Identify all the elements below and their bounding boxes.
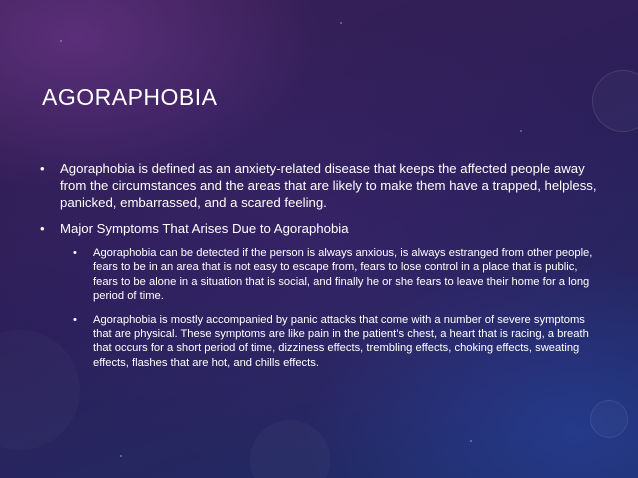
sparkle-decoration bbox=[60, 40, 62, 42]
bullet-icon: • bbox=[73, 247, 77, 259]
sparkle-decoration bbox=[120, 455, 122, 457]
sub-bullet-text: Agoraphobia can be detected if the person is always anxious, is always estranged from other people, fears to be in an area that is not easy to escape from, fears to lose control in a place that is public, fears to be alone in a situation that is social, and finally he or she fears to leave their home for a long period of time. bbox=[93, 247, 593, 303]
sub-bullet-item bbox=[40, 313, 600, 371]
sub-bullet-text: Agoraphobia is mostly accompanied by panic attacks that come with a number of severe symptoms that are physical. These symptoms are like pain in the patient’s chest, a heart that is racing, a breath that occurs for a short period of time, dizziness effects, trembling effects, choking effects, sweating effects, flashes that are hot, and chills effects. bbox=[93, 313, 589, 369]
bokeh-circle-decoration bbox=[250, 420, 330, 478]
bokeh-circle-decoration bbox=[592, 70, 638, 132]
bullet-text: Agoraphobia is defined as an anxiety-related disease that keeps the affected people away from the circumstances and the areas that are likely to make them have a trapped, helpless, panicked, embarrassed, and a scared feeling. bbox=[60, 161, 597, 210]
sparkle-decoration bbox=[470, 440, 472, 442]
slide-content bbox=[40, 160, 600, 379]
sub-bullet-item bbox=[40, 246, 600, 304]
bullet-icon: • bbox=[40, 221, 45, 236]
bullet-icon: • bbox=[40, 161, 45, 176]
bullet-text: Major Symptoms That Arises Due to Agoraphobia bbox=[60, 221, 349, 236]
sparkle-decoration bbox=[520, 130, 522, 132]
bullet-item bbox=[40, 160, 600, 211]
slide-title: AGORAPHOBIA bbox=[42, 84, 218, 110]
bullet-item bbox=[40, 220, 600, 237]
bullet-icon: • bbox=[73, 313, 77, 326]
sparkle-decoration bbox=[340, 22, 342, 24]
bokeh-circle-decoration bbox=[590, 400, 628, 438]
